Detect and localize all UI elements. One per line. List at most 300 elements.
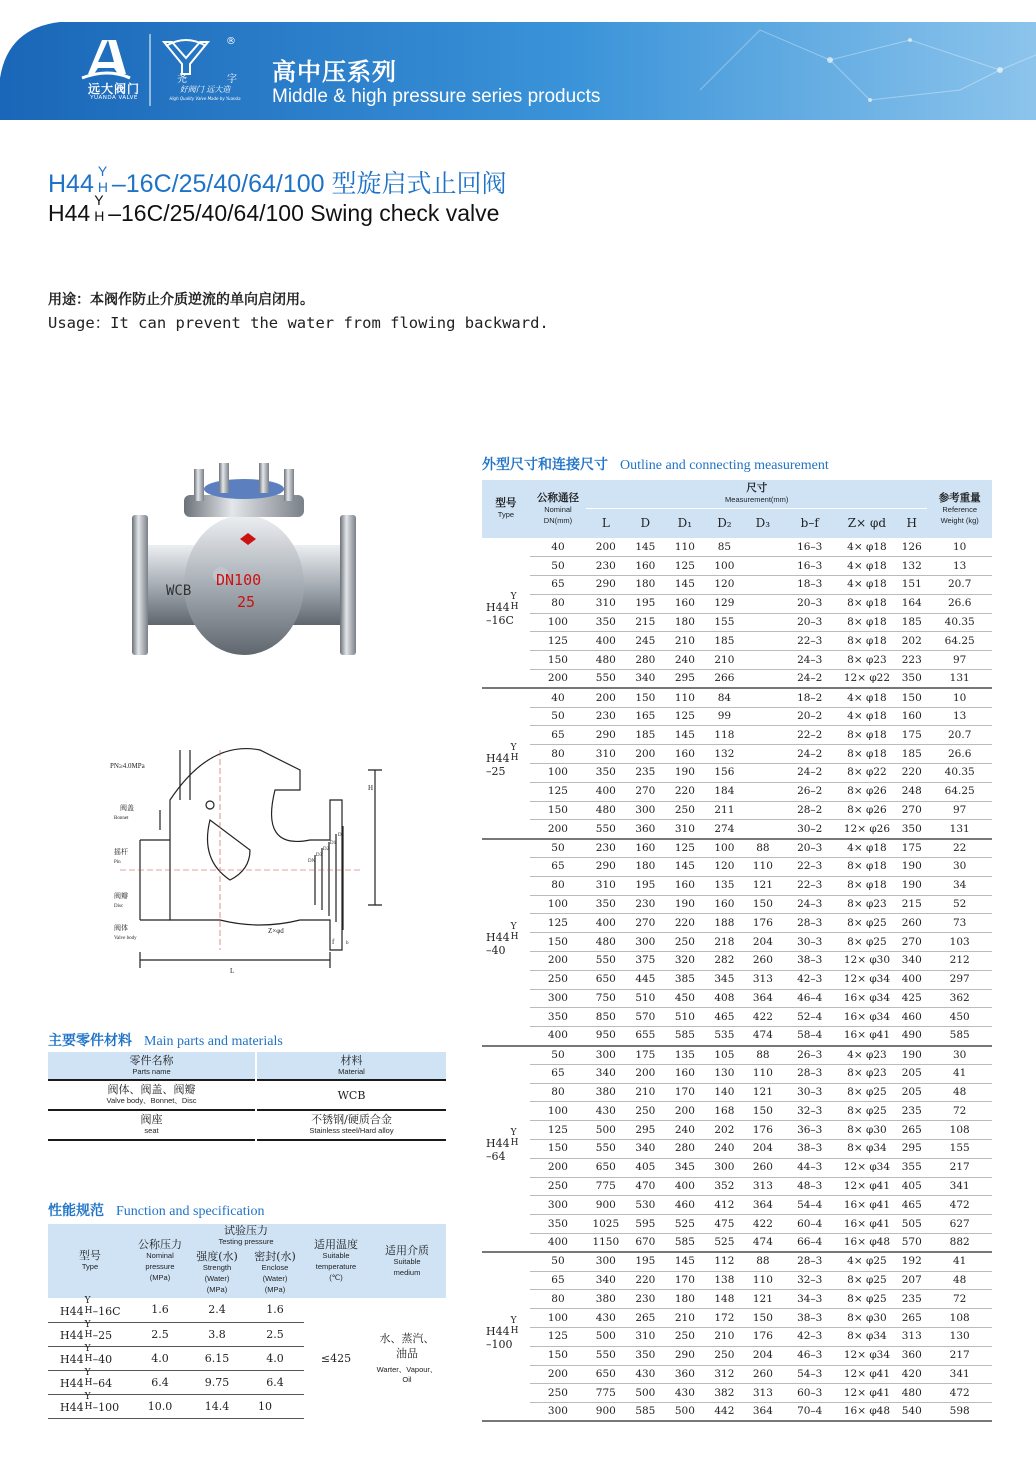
dim-dn: 150	[530, 1140, 586, 1159]
dim-d3: 176	[744, 1121, 781, 1140]
dim-d2: 202	[705, 1121, 745, 1140]
dim-bf: 24–3	[782, 651, 838, 670]
model-prefix: H44	[60, 1401, 84, 1414]
dim-zd: 8× φ25	[838, 914, 896, 933]
header-en: Testing pressure	[218, 1237, 274, 1246]
dim-d2: 274	[705, 820, 745, 839]
dim-bf: 16–3	[782, 538, 838, 557]
model-sup: Y	[84, 1392, 91, 1402]
dim-l: 290	[586, 726, 626, 745]
dim-d3: 204	[744, 1140, 781, 1159]
dim-bf: 52–4	[782, 1008, 838, 1027]
dim-type	[482, 1252, 530, 1421]
dim-h: 126	[896, 538, 927, 557]
dim-bf: 54–3	[782, 1365, 838, 1384]
model-sub: H	[510, 602, 519, 613]
dim-d3	[744, 688, 781, 707]
dim-bf: 70–4	[782, 1403, 838, 1422]
dim-zd: 8× φ18	[838, 858, 896, 877]
part-material	[256, 1080, 446, 1110]
dim-h: 400	[896, 970, 927, 989]
slogan-cn: 好阀门 远大造	[179, 85, 231, 94]
dim-h: 207	[896, 1271, 927, 1290]
dim-d: 165	[626, 707, 666, 726]
header-en: (MPa)	[149, 1273, 171, 1282]
dim-zd: 8× φ34	[838, 1140, 896, 1159]
dim-h: 465	[896, 1196, 927, 1215]
dim-h: 540	[896, 1403, 927, 1422]
header-en: DN(mm)	[543, 515, 573, 525]
dim-zd: Z×φd	[268, 927, 284, 935]
dim-weight: 217	[927, 1158, 992, 1177]
dim-f: f	[332, 938, 335, 946]
dim-weight: 97	[927, 801, 992, 820]
dim-d2: 250	[705, 1346, 745, 1365]
table-row	[482, 1215, 992, 1234]
dim-d2: 99	[705, 707, 745, 726]
dim-d2: 140	[705, 1083, 745, 1102]
dim-zd: 12× φ34	[838, 970, 896, 989]
model-suffix: –40	[486, 943, 506, 957]
header-en: (Water)	[262, 1274, 288, 1283]
dim-d: 655	[626, 1027, 666, 1046]
dim-d3: 88	[744, 1046, 781, 1065]
dim-l: 550	[586, 670, 626, 689]
dim-col-header: D₃	[744, 508, 781, 538]
body-label-en: Valve body	[114, 936, 137, 941]
func-header-type	[48, 1224, 132, 1298]
brand-name-cn: 远大阀门	[87, 82, 140, 96]
dim-dn: DN	[308, 859, 316, 864]
model-suffix: –100	[486, 1338, 513, 1352]
func-header-enclose	[246, 1248, 304, 1298]
model-sub: H	[84, 1378, 93, 1388]
dim-l: 650	[586, 970, 626, 989]
dim-bf: 46–3	[782, 1346, 838, 1365]
dim-d3: 313	[744, 970, 781, 989]
dim-zd: 16× φ34	[838, 1008, 896, 1027]
dim-bf: 44–3	[782, 1158, 838, 1177]
dim-h: 480	[896, 1384, 927, 1403]
parts-section-title	[48, 1030, 283, 1050]
table-row	[482, 1158, 992, 1177]
header-en: Nominal	[146, 1251, 174, 1260]
dim-weight: 598	[927, 1403, 992, 1422]
dim-dn: 50	[530, 707, 586, 726]
header-en: (℃)	[329, 1273, 343, 1282]
table-row	[482, 1403, 992, 1422]
func-header-test	[188, 1224, 304, 1248]
model-sub: H	[510, 1326, 519, 1337]
dim-h: 360	[896, 1346, 927, 1365]
dim-d3: 150	[744, 1309, 781, 1328]
header-en: pressure	[145, 1262, 175, 1271]
dim-h: 205	[896, 1064, 927, 1083]
dim-d1: 110	[665, 538, 705, 557]
dim-dn: 125	[530, 632, 586, 651]
table-row	[482, 989, 992, 1008]
header-en: Suitable	[393, 1256, 421, 1266]
header-en: Enclose	[261, 1263, 289, 1272]
func-header-strength	[188, 1248, 246, 1298]
dim-d: 265	[626, 1309, 666, 1328]
func-strength: 6.15	[188, 1346, 246, 1370]
func-type	[48, 1370, 132, 1394]
dim-h: 132	[896, 557, 927, 576]
dim-l: 500	[586, 1121, 626, 1140]
valve-section-drawing	[100, 730, 390, 990]
dim-zd: 8× φ18	[838, 613, 896, 632]
title-suffix-cn: –16C/25/40/64/100 型旋启式止回阀	[111, 170, 507, 198]
model-label	[60, 1344, 113, 1366]
dim-d2: 112	[705, 1252, 745, 1271]
dim-col-header: D₁	[665, 508, 705, 538]
dim-dn: 50	[530, 1252, 586, 1271]
dim-d: 235	[626, 764, 666, 783]
dim-d3	[744, 651, 781, 670]
func-type	[48, 1322, 132, 1346]
dim-dn: 200	[530, 952, 586, 971]
dim-h: 151	[896, 576, 927, 595]
dim-zd: 8× φ30	[838, 1309, 896, 1328]
dim-d2: 211	[705, 801, 745, 820]
func-pn: 4.0	[132, 1346, 188, 1370]
dim-bf: 26–2	[782, 782, 838, 801]
dim-d: 595	[626, 1215, 666, 1234]
dim-l: 550	[586, 820, 626, 839]
dim-weight: 34	[927, 876, 992, 895]
dim-zd: 8× φ25	[838, 933, 896, 952]
dim-l: 430	[586, 1309, 626, 1328]
dim-d2: 282	[705, 952, 745, 971]
table-row	[482, 820, 992, 839]
dim-h: 425	[896, 989, 927, 1008]
slogan-en: High Quality Valve Made by Yuanda	[169, 96, 241, 101]
dim-dn: 50	[530, 839, 586, 858]
model-yh	[510, 1316, 519, 1337]
dim-l: 750	[586, 989, 626, 1008]
dim-l: 380	[586, 1290, 626, 1309]
dim-dn: 80	[530, 594, 586, 613]
header-en: Material	[338, 1066, 365, 1076]
table-row	[482, 1365, 992, 1384]
table-row	[482, 933, 992, 952]
dim-bf: 42–3	[782, 1327, 838, 1346]
model-prefix: H44	[60, 1377, 84, 1390]
dim-zd: 16× φ48	[838, 1233, 896, 1252]
dim-d3	[744, 632, 781, 651]
dim-d3	[744, 782, 781, 801]
model-sub: H	[84, 1330, 93, 1340]
table-row	[482, 576, 992, 595]
dim-d: 295	[626, 1121, 666, 1140]
dim-weight: 108	[927, 1309, 992, 1328]
dim-d2: 132	[705, 745, 745, 764]
part-name	[48, 1080, 256, 1110]
dim-dn: 350	[530, 1215, 586, 1234]
dim-d3	[744, 576, 781, 595]
header-cn: 公称通径	[536, 491, 579, 504]
table-row	[482, 952, 992, 971]
part-name-en: Valve body、Bonnet、Disc	[106, 1096, 197, 1105]
dim-zd: 16× φ48	[838, 1403, 896, 1422]
dim-weight: 72	[927, 1102, 992, 1121]
dim-d2: 138	[705, 1271, 745, 1290]
model-sub: H	[510, 931, 519, 942]
dim-d1: 110	[665, 688, 705, 707]
dim-bf: 22–3	[782, 876, 838, 895]
model-prefix: H44	[60, 1353, 84, 1366]
func-header-temp	[304, 1224, 368, 1298]
dim-l: 230	[586, 707, 626, 726]
dim-zd: 8× φ25	[838, 1290, 896, 1309]
dim-zd: 4× φ25	[838, 1252, 896, 1271]
dimensions-section-title	[482, 454, 829, 474]
part-name	[48, 1110, 256, 1140]
dim-d1: 240	[665, 1121, 705, 1140]
dim-weight: 472	[927, 1196, 992, 1215]
dim-l: 500	[586, 1327, 626, 1346]
part-material	[256, 1110, 446, 1140]
dim-dn: 125	[530, 782, 586, 801]
table-row	[482, 764, 992, 783]
dim-d3: 204	[744, 1346, 781, 1365]
dim-h: 350	[896, 820, 927, 839]
product-title-en	[48, 192, 500, 227]
table-row	[482, 670, 992, 689]
dim-bf: 24–2	[782, 764, 838, 783]
dim-d3: 110	[744, 1064, 781, 1083]
dim-d2: 184	[705, 782, 745, 801]
dim-d2: 129	[705, 594, 745, 613]
dim-d1: 170	[665, 1083, 705, 1102]
dimensions-table	[482, 480, 992, 1422]
dim-h: 265	[896, 1121, 927, 1140]
dn-mark: DN100	[216, 571, 262, 589]
dim-dn: 200	[530, 1365, 586, 1384]
func-temp: ≤425	[320, 1351, 352, 1365]
func-medium	[368, 1298, 446, 1418]
model-sup: Y	[84, 1295, 91, 1306]
dim-bf: 18–3	[782, 576, 838, 595]
dim-zd: 12× φ41	[838, 1177, 896, 1196]
usage-en: Usage：It can prevent the water from flowing backward.	[48, 314, 549, 332]
dim-d1: 250	[665, 933, 705, 952]
table-row	[482, 1083, 992, 1102]
dim-l: 310	[586, 594, 626, 613]
dim-l: 200	[586, 538, 626, 557]
dim-d1: 510	[665, 1008, 705, 1027]
header-cn: 零件名称	[129, 1053, 174, 1067]
logo2-char: 字	[227, 74, 237, 85]
table-row	[482, 914, 992, 933]
dim-d2: 412	[705, 1196, 745, 1215]
dim-header-weight	[927, 480, 992, 538]
dim-b: b	[346, 941, 349, 946]
dim-d2: 345	[705, 970, 745, 989]
dim-h: 340	[896, 952, 927, 971]
dim-d3	[744, 764, 781, 783]
dim-bf: 20–3	[782, 613, 838, 632]
model-sup: Y	[84, 1320, 91, 1330]
dim-bf: 60–4	[782, 1215, 838, 1234]
func-enclose: 4.0	[246, 1346, 304, 1370]
table-row	[482, 726, 992, 745]
dim-zd: 8× φ25	[838, 1102, 896, 1121]
part-name-cn: 阀体、阀盖、阀瓣	[107, 1083, 196, 1096]
dim-h: 205	[896, 1083, 927, 1102]
model-yh	[510, 1128, 519, 1149]
dim-type	[482, 839, 530, 1046]
dim-d3: 474	[744, 1233, 781, 1252]
dim-d1: 345	[665, 1158, 705, 1177]
dim-bf: 24–2	[782, 745, 838, 764]
dim-dn: 125	[530, 1327, 586, 1346]
dim-d1: 460	[665, 1196, 705, 1215]
dim-dn: 350	[530, 1008, 586, 1027]
part-material-cn: 不锈钢/硬质合金	[311, 1113, 392, 1126]
dim-d: 180	[626, 858, 666, 877]
bonnet-label-cn: 阀盖	[120, 804, 134, 812]
dim-l: 900	[586, 1196, 626, 1215]
dim-bf: 60–3	[782, 1384, 838, 1403]
dim-d3	[744, 745, 781, 764]
dim-d: 195	[626, 594, 666, 613]
model-sub: H	[84, 1305, 93, 1316]
dim-zd: 8× φ26	[838, 801, 896, 820]
func-pn: 6.4	[132, 1370, 188, 1394]
dim-d1: 250	[665, 801, 705, 820]
dim-weight: 130	[927, 1327, 992, 1346]
dim-d3	[744, 594, 781, 613]
dim-weight: 64.25	[927, 632, 992, 651]
dim-dn: 40	[530, 688, 586, 707]
table-row	[48, 1298, 446, 1322]
dim-h: 420	[896, 1365, 927, 1384]
dim-d3	[744, 613, 781, 632]
dim-bf: 20–2	[782, 707, 838, 726]
model-label	[486, 1128, 519, 1151]
medium-en: Warter、Vapour、Oil	[376, 1365, 438, 1384]
dim-l: 775	[586, 1384, 626, 1403]
table-row	[482, 858, 992, 877]
dim-bf: 30–2	[782, 820, 838, 839]
dim-d1: 145	[665, 858, 705, 877]
dim-l: 430	[586, 1102, 626, 1121]
dim-d2: 155	[705, 613, 745, 632]
function-title-en: Function and specification	[116, 1204, 265, 1219]
function-header-row	[48, 1224, 446, 1248]
dim-d2: 188	[705, 914, 745, 933]
dim-d2: 148	[705, 1290, 745, 1309]
dim-d: 230	[626, 895, 666, 914]
model-yh	[510, 921, 519, 942]
body-label-cn: 阀体	[114, 924, 128, 932]
dim-h: 570	[896, 1233, 927, 1252]
dim-dn: 250	[530, 1384, 586, 1403]
dim-d2: 135	[705, 876, 745, 895]
dim-weight: 72	[927, 1290, 992, 1309]
dim-h: 220	[896, 764, 927, 783]
brand-name-en: YUANDA VALVE	[90, 95, 138, 101]
dim-zd: 16× φ41	[838, 1196, 896, 1215]
model-prefix: H44	[60, 1329, 84, 1342]
dim-h: 190	[896, 1046, 927, 1065]
dim-d: 270	[626, 914, 666, 933]
table-row	[482, 839, 992, 858]
dim-zd: 8× φ26	[838, 782, 896, 801]
dim-d1: 250	[665, 1327, 705, 1346]
dim-d1: 125	[665, 839, 705, 858]
dim-weight: 48	[927, 1271, 992, 1290]
dim-d2: 85	[705, 538, 745, 557]
dim-h: 505	[896, 1215, 927, 1234]
table-row	[482, 632, 992, 651]
table-row	[482, 538, 992, 557]
dim-d: 430	[626, 1365, 666, 1384]
dim-h: 265	[896, 1309, 927, 1328]
dim-d3: 364	[744, 1403, 781, 1422]
dim-l: 340	[586, 1064, 626, 1083]
model-label	[486, 592, 519, 615]
header-cn: 型号	[79, 1249, 101, 1262]
model-label	[60, 1295, 121, 1318]
disc-label-cn: 阀瓣	[114, 892, 128, 900]
dim-dn: 150	[530, 933, 586, 952]
dim-d3: 176	[744, 914, 781, 933]
series-title-cn: 高中压系列	[272, 58, 397, 86]
part-name-en: seat	[144, 1126, 159, 1135]
dim-bf: 38–3	[782, 952, 838, 971]
dim-bf: 30–3	[782, 1083, 838, 1102]
dim-d2: D2	[323, 847, 330, 852]
dim-l: 300	[586, 1046, 626, 1065]
dim-d1: 400	[665, 1177, 705, 1196]
parts-header-material	[256, 1052, 446, 1080]
header-cn: 强度(水)	[196, 1250, 238, 1263]
dim-zd: 12× φ34	[838, 1158, 896, 1177]
dim-d2: 120	[705, 576, 745, 595]
model-yh	[84, 1368, 93, 1388]
dim-h: 270	[896, 933, 927, 952]
dim-weight: 40.35	[927, 764, 992, 783]
dim-h: 164	[896, 594, 927, 613]
dim-l: 650	[586, 1158, 626, 1177]
dim-d3	[744, 820, 781, 839]
dim-d1: 200	[665, 1102, 705, 1121]
dim-d1: 125	[665, 707, 705, 726]
model-yh	[510, 592, 519, 613]
func-type	[48, 1295, 132, 1322]
model-sup: Y	[510, 1316, 517, 1327]
dim-d1: D1	[330, 841, 337, 846]
dim-d1: 585	[665, 1027, 705, 1046]
header-en: Measurement(mm)	[725, 494, 789, 504]
header-en: (MPa)	[264, 1285, 286, 1294]
func-enclose: 2.5	[246, 1322, 304, 1346]
table-row	[482, 745, 992, 764]
dim-l: 230	[586, 557, 626, 576]
dim-dn: 65	[530, 858, 586, 877]
dim-d3	[744, 707, 781, 726]
model-suffix: –64	[92, 1377, 113, 1390]
dim-d2: 100	[705, 839, 745, 858]
func-enclose: 6.4	[246, 1370, 304, 1394]
dim-weight: 297	[927, 970, 992, 989]
table-row	[482, 1102, 992, 1121]
dim-l: 550	[586, 952, 626, 971]
dim-d1: 585	[665, 1233, 705, 1252]
